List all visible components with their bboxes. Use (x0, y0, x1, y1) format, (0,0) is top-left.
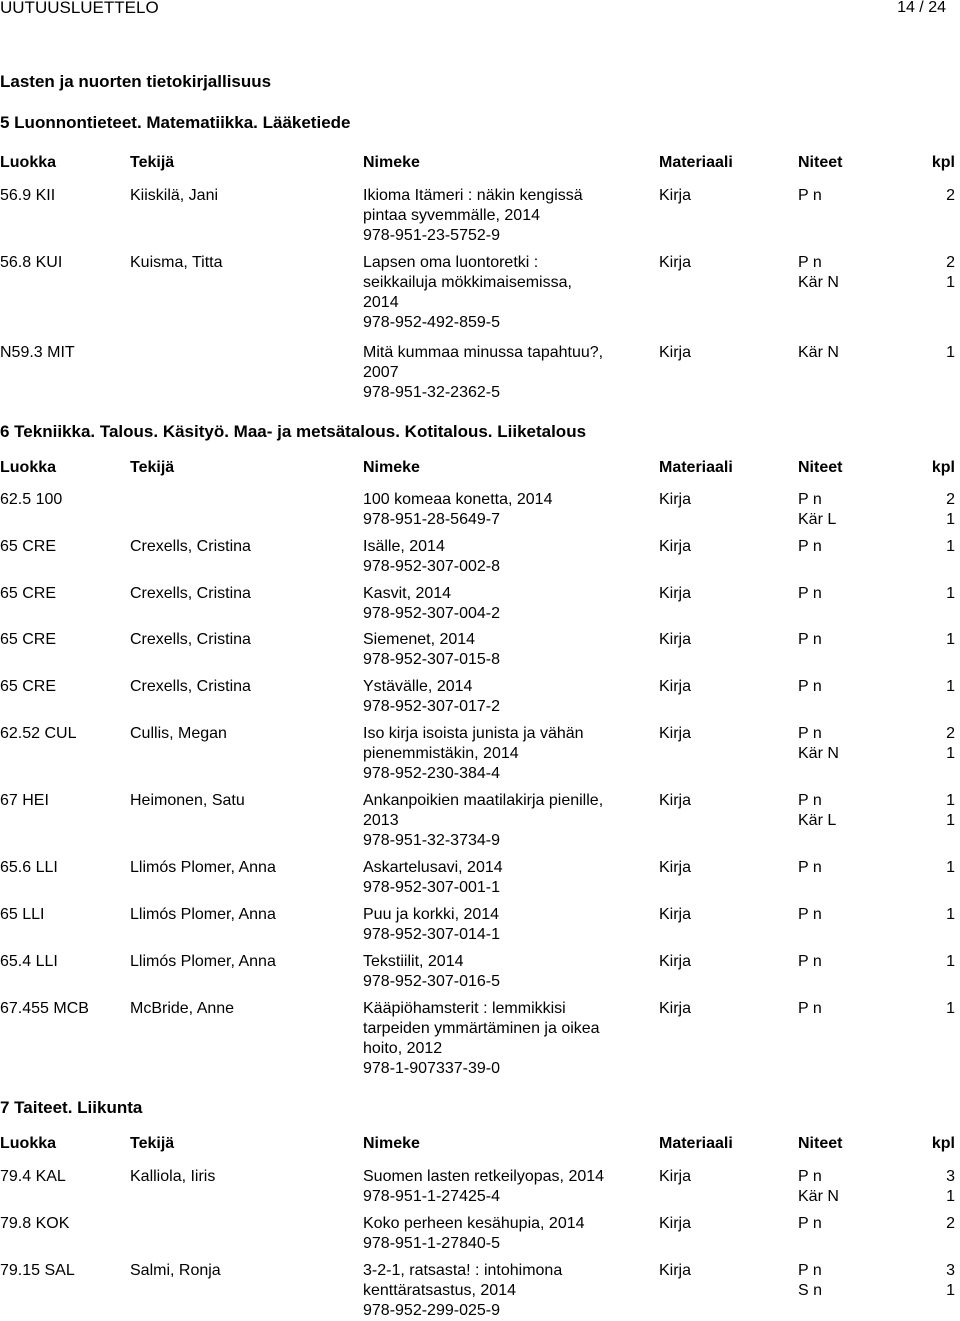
kpl-line: 1 (946, 631, 955, 648)
nimeke-line: 978-952-307-016-5 (363, 973, 500, 990)
kpl-line: 1 (946, 585, 955, 602)
column-header-materiaali: Materiaali (659, 459, 733, 476)
nimeke-line: 978-952-307-004-2 (363, 605, 500, 622)
luokka-cell: 56.8 KUI (0, 254, 63, 271)
kpl-line: 3 (946, 1168, 955, 1185)
tekija-cell: Llimós Plomer, Anna (130, 859, 276, 876)
niteet-line: P n (798, 631, 822, 648)
nimeke-line: kenttäratsastus, 2014 (363, 1282, 516, 1299)
tekija-cell: Crexells, Cristina (130, 585, 251, 602)
materiaali-cell: Kirja (659, 1000, 692, 1017)
niteet-line: P n (798, 538, 822, 555)
table-header (0, 458, 960, 478)
nimeke-cell (363, 724, 633, 784)
nimeke-line: Puu ja korkki, 2014 (363, 906, 500, 923)
kpl-line: 1 (946, 511, 955, 528)
tekija-cell: Kiiskilä, Jani (130, 187, 219, 204)
niteet-line: P n (798, 725, 822, 742)
materiaali-cell: Kirja (659, 906, 692, 923)
column-header-materiaali: Materiaali (659, 1135, 733, 1152)
nimeke-cell (363, 343, 633, 403)
kpl-cell (946, 1167, 955, 1207)
materiaali-cell: Kirja (659, 187, 692, 204)
nimeke-line: 978-952-307-002-8 (363, 558, 500, 575)
niteet-line: Kär N (798, 745, 839, 762)
kpl-line: 2 (946, 1215, 955, 1232)
kpl-line: 1 (946, 906, 955, 923)
nimeke-cell (363, 952, 633, 992)
kpl-cell (946, 1261, 955, 1301)
kpl-line: 1 (946, 792, 955, 809)
niteet-cell (798, 677, 822, 697)
niteet-cell (798, 253, 839, 293)
nimeke-line: 978-952-492-859-5 (363, 314, 500, 331)
tekija-cell: Crexells, Cristina (130, 678, 251, 695)
column-header-tekija: Tekijä (130, 1135, 175, 1152)
nimeke-line: 978-951-32-2362-5 (363, 384, 500, 401)
nimeke-line: Tekstiilit, 2014 (363, 953, 464, 970)
kpl-line: 2 (946, 725, 955, 742)
kpl-cell (946, 999, 955, 1019)
materiaali-cell: Kirja (659, 585, 692, 602)
nimeke-cell (363, 999, 633, 1079)
column-header-luokka: Luokka (0, 154, 57, 171)
kpl-cell (946, 905, 955, 925)
niteet-line: Kär N (798, 344, 839, 361)
kpl-line: 1 (946, 344, 955, 361)
niteet-cell (798, 630, 822, 650)
nimeke-line: 2007 (363, 364, 399, 381)
kpl-cell (946, 952, 955, 972)
nimeke-line: 978-952-299-025-9 (363, 1302, 500, 1319)
materiaali-cell: Kirja (659, 1168, 692, 1185)
kpl-line: 1 (946, 745, 955, 762)
nimeke-line: Ikioma Itämeri : näkin kengissä (363, 187, 583, 204)
luokka-cell: 65 LLI (0, 906, 45, 923)
niteet-cell (798, 905, 822, 925)
nimeke-line: Kasvit, 2014 (363, 585, 452, 602)
tekija-cell: Llimós Plomer, Anna (130, 953, 276, 970)
nimeke-cell (363, 791, 633, 851)
niteet-cell (798, 952, 822, 972)
nimeke-line: 978-951-23-5752-9 (363, 227, 500, 244)
tekija-cell: Heimonen, Satu (130, 792, 245, 809)
luokka-cell: 79.8 KOK (0, 1215, 70, 1232)
niteet-cell (798, 858, 822, 878)
niteet-cell (798, 186, 822, 206)
niteet-cell (798, 1214, 822, 1234)
kpl-line: 1 (946, 859, 955, 876)
tekija-cell: Kuisma, Titta (130, 254, 223, 271)
luokka-cell: 67.455 MCB (0, 1000, 89, 1017)
column-header-niteet: Niteet (798, 154, 843, 171)
kpl-line: 2 (946, 491, 955, 508)
materiaali-cell: Kirja (659, 859, 692, 876)
niteet-line: P n (798, 906, 822, 923)
nimeke-line: Isälle, 2014 (363, 538, 445, 555)
nimeke-line: 978-1-907337-39-0 (363, 1060, 500, 1077)
nimeke-cell (363, 905, 633, 945)
kpl-cell (946, 343, 955, 363)
kpl-line: 1 (946, 274, 955, 291)
nimeke-line: Lapsen oma luontoretki : (363, 254, 539, 271)
niteet-line: S n (798, 1282, 823, 1299)
nimeke-line: Ystävälle, 2014 (363, 678, 473, 695)
materiaali-cell: Kirja (659, 1215, 692, 1232)
tekija-cell: Kalliola, Iiris (130, 1168, 216, 1185)
nimeke-cell (363, 677, 633, 717)
niteet-cell (798, 1261, 822, 1301)
main-heading: Lasten ja nuorten tietokirjallisuus (0, 72, 272, 91)
niteet-line: P n (798, 678, 822, 695)
section-title: 6 Tekniikka. Talous. Käsityö. Maa- ja metsätalous. Kotitalous. Liiketalous (0, 422, 587, 441)
luokka-cell: 79.4 KAL (0, 1168, 66, 1185)
materiaali-cell: Kirja (659, 1262, 692, 1279)
nimeke-line: 978-952-307-015-8 (363, 651, 500, 668)
column-header-kpl: kpl (931, 459, 955, 476)
tekija-cell: Crexells, Cristina (130, 538, 251, 555)
niteet-cell (798, 791, 836, 831)
nimeke-line: pienemmistäkin, 2014 (363, 745, 519, 762)
materiaali-cell: Kirja (659, 953, 692, 970)
page-number: 14 / 24 (897, 0, 946, 16)
kpl-cell (946, 584, 955, 604)
nimeke-line: 978-951-28-5649-7 (363, 511, 500, 528)
column-header-luokka: Luokka (0, 459, 57, 476)
column-header-tekija: Tekijä (130, 154, 175, 171)
niteet-line: P n (798, 187, 822, 204)
column-header-nimeke: Nimeke (363, 154, 420, 171)
column-header-tekija: Tekijä (130, 459, 175, 476)
luokka-cell: 65.6 LLI (0, 859, 58, 876)
luokka-cell: 56.9 KII (0, 187, 56, 204)
nimeke-line: 2014 (363, 294, 399, 311)
nimeke-line: 978-951-32-3734-9 (363, 832, 500, 849)
kpl-line: 1 (946, 538, 955, 555)
kpl-line: 2 (946, 254, 955, 271)
tekija-cell: McBride, Anne (130, 1000, 235, 1017)
kpl-line: 1 (946, 1000, 955, 1017)
nimeke-line: Koko perheen kesähupia, 2014 (363, 1215, 585, 1232)
kpl-line: 3 (946, 1262, 955, 1279)
nimeke-line: pintaa syvemmälle, 2014 (363, 207, 540, 224)
nimeke-line: 3-2-1, ratsasta! : intohimona (363, 1262, 563, 1279)
nimeke-line: Askartelusavi, 2014 (363, 859, 503, 876)
materiaali-cell: Kirja (659, 678, 692, 695)
luokka-cell: 62.52 CUL (0, 725, 77, 742)
nimeke-cell (363, 858, 633, 898)
luokka-cell: 67 HEI (0, 792, 49, 809)
tekija-cell: Llimós Plomer, Anna (130, 906, 276, 923)
nimeke-cell (363, 630, 633, 670)
kpl-line: 1 (946, 678, 955, 695)
kpl-cell (946, 677, 955, 697)
nimeke-line: hoito, 2012 (363, 1040, 443, 1057)
nimeke-line: 100 komeaa konetta, 2014 (363, 491, 553, 508)
nimeke-line: 978-951-1-27840-5 (363, 1235, 500, 1252)
kpl-cell (946, 1214, 955, 1234)
nimeke-cell (363, 186, 633, 246)
nimeke-cell (363, 1214, 633, 1254)
nimeke-cell (363, 584, 633, 624)
tekija-cell: Cullis, Megan (130, 725, 227, 742)
luokka-cell: 65 CRE (0, 678, 57, 695)
kpl-line: 1 (946, 1188, 955, 1205)
luokka-cell: 65 CRE (0, 538, 57, 555)
luokka-cell: 65 CRE (0, 585, 57, 602)
kpl-cell (946, 791, 955, 831)
column-header-kpl: kpl (931, 154, 955, 171)
section-title: 5 Luonnontieteet. Matematiikka. Lääketiede (0, 113, 351, 132)
nimeke-line: 978-952-307-017-2 (363, 698, 500, 715)
kpl-cell (946, 253, 955, 293)
column-header-nimeke: Nimeke (363, 459, 420, 476)
materiaali-cell: Kirja (659, 792, 692, 809)
column-header-materiaali: Materiaali (659, 154, 733, 171)
materiaali-cell: Kirja (659, 725, 692, 742)
nimeke-line: 978-952-307-001-1 (363, 879, 500, 896)
niteet-cell (798, 724, 839, 764)
nimeke-line: Suomen lasten retkeilyopas, 2014 (363, 1168, 605, 1185)
kpl-cell (946, 630, 955, 650)
nimeke-cell (363, 490, 633, 530)
nimeke-line: 2013 (363, 812, 399, 829)
niteet-cell (798, 999, 822, 1019)
niteet-line: Kär N (798, 274, 839, 291)
nimeke-cell (363, 1261, 633, 1321)
nimeke-line: seikkailuja mökkimaisemissa, (363, 274, 572, 291)
niteet-line: P n (798, 859, 822, 876)
niteet-line: P n (798, 585, 822, 602)
luokka-cell: N59.3 MIT (0, 344, 75, 361)
niteet-line: Kär N (798, 1188, 839, 1205)
nimeke-line: Iso kirja isoista junista ja vähän (363, 725, 584, 742)
niteet-line: P n (798, 792, 822, 809)
column-header-nimeke: Nimeke (363, 1135, 420, 1152)
niteet-line: P n (798, 254, 822, 271)
catalog-title: UUTUUSLUETTELO (0, 0, 159, 17)
nimeke-line: tarpeiden ymmärtäminen ja oikea (363, 1020, 600, 1037)
niteet-line: Kär L (798, 812, 837, 829)
materiaali-cell: Kirja (659, 344, 692, 361)
niteet-line: P n (798, 1262, 822, 1279)
materiaali-cell: Kirja (659, 631, 692, 648)
column-header-niteet: Niteet (798, 459, 843, 476)
kpl-line: 2 (946, 187, 955, 204)
kpl-cell (946, 490, 955, 530)
nimeke-line: 978-951-1-27425-4 (363, 1188, 500, 1205)
table-header (0, 153, 960, 173)
table-header (0, 1134, 960, 1154)
nimeke-cell (363, 253, 633, 333)
luokka-cell: 79.15 SAL (0, 1262, 75, 1279)
niteet-cell (798, 584, 822, 604)
materiaali-cell: Kirja (659, 491, 692, 508)
kpl-cell (946, 858, 955, 878)
materiaali-cell: Kirja (659, 254, 692, 271)
kpl-line: 1 (946, 953, 955, 970)
tekija-cell: Crexells, Cristina (130, 631, 251, 648)
luokka-cell: 62.5 100 (0, 491, 63, 508)
column-header-niteet: Niteet (798, 1135, 843, 1152)
niteet-cell (798, 537, 822, 557)
niteet-cell (798, 343, 839, 363)
kpl-cell (946, 537, 955, 557)
niteet-cell (798, 490, 836, 530)
nimeke-line: Siemenet, 2014 (363, 631, 476, 648)
nimeke-cell (363, 1167, 633, 1207)
column-header-luokka: Luokka (0, 1135, 57, 1152)
niteet-line: P n (798, 1215, 822, 1232)
niteet-line: P n (798, 491, 822, 508)
nimeke-line: Mitä kummaa minussa tapahtuu?, (363, 344, 604, 361)
kpl-cell (946, 186, 955, 206)
materiaali-cell: Kirja (659, 538, 692, 555)
kpl-line: 1 (946, 812, 955, 829)
niteet-cell (798, 1167, 839, 1207)
niteet-line: P n (798, 953, 822, 970)
nimeke-line: 978-952-307-014-1 (363, 926, 500, 943)
nimeke-line: Kääpiöhamsterit : lemmikkisi (363, 1000, 566, 1017)
section-title: 7 Taiteet. Liikunta (0, 1098, 143, 1117)
luokka-cell: 65 CRE (0, 631, 57, 648)
kpl-line: 1 (946, 1282, 955, 1299)
nimeke-line: 978-952-230-384-4 (363, 765, 500, 782)
nimeke-cell (363, 537, 633, 577)
nimeke-line: Ankanpoikien maatilakirja pienille, (363, 792, 604, 809)
tekija-cell: Salmi, Ronja (130, 1262, 221, 1279)
niteet-line: P n (798, 1000, 822, 1017)
column-header-kpl: kpl (931, 1135, 955, 1152)
luokka-cell: 65.4 LLI (0, 953, 58, 970)
niteet-line: P n (798, 1168, 822, 1185)
kpl-cell (946, 724, 955, 764)
niteet-line: Kär L (798, 511, 837, 528)
